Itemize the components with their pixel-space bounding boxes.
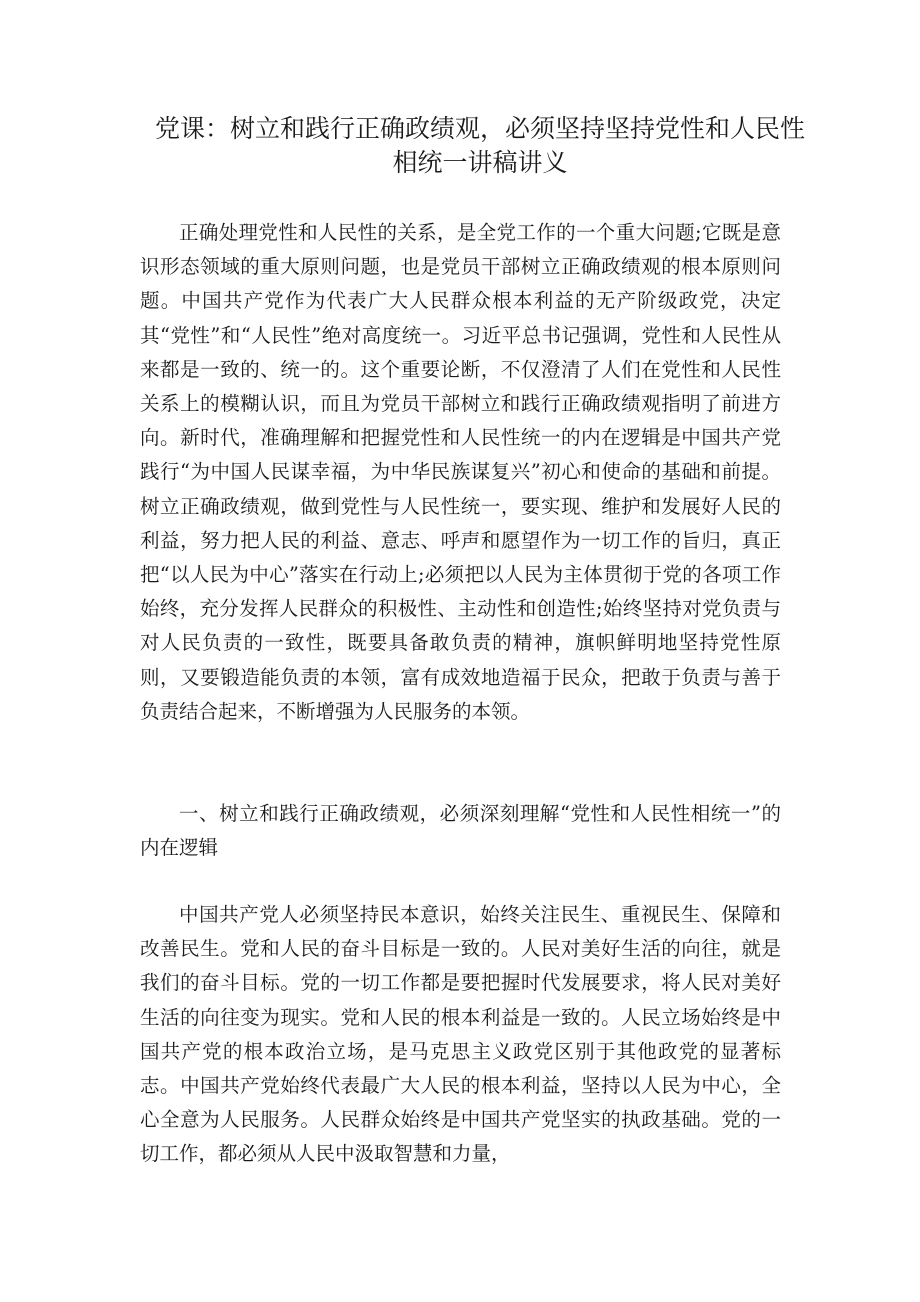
section-heading: 一、树立和践行正确政绩观，必须深刻理解“党性和人民性相统一”的内在逻辑 xyxy=(140,802,781,860)
document-title: 党课：树立和践行正确政绩观，必须坚持坚持党性和人民性相统一讲稿讲义 xyxy=(154,114,805,177)
body-paragraph: 中国共产党人必须坚持民本意识，始终关注民生、重视民生、保障和改善民生。党和人民的奋斗目标是一致的。人民对美好生活的向往，就是我们的奋斗目标。党的一切工作都是要把握时代发展要求，将人民对美好生活的向往变为现实。党和人民的根本利益是一致的。人民立场始终是中国共产党的根本政治立场，是马克思主义政党区别于其他政党的显著标志。中国共产党始终代表最广大人民的根本利益，坚持以人民为中心，全心全意为人民服务。人民群众始终是中国共产党坚实的执政基础。党的一切工作，都必须从人民中汲取智慧和力量， xyxy=(140,903,781,1166)
intro-paragraph: 正确处理党性和人民性的关系，是全党工作的一个重大问题;它既是意识形态领域的重大原则问题，也是党员干部树立正确政绩观的根本原则问题。中国共产党作为代表广大人民群众根本利益的无产阶级政党，决定其“党性”和“人民性”绝对高度统一。习近平总书记强调，党性和人民性从来都是一致的、统一的。这个重要论断，不仅澄清了人们在党性和人民性关系上的模糊认识，而且为党员干部树立和践行正确政绩观指明了前进方向。新时代，准确理解和把握党性和人民性统一的内在逻辑是中国共产党践行“为中国人民谋幸福，为中华民族谋复兴”初心和使命的基础和前提。树立正确政绩观，做到党性与人民性统一，要实现、维护和发展好人民的利益，努力把人民的利益、意志、呼声和愿望作为一切工作的旨归，真正把“以人民为中心”落实在行动上;必须把以人民为主体贯彻于党的各项工作始终，充分发挥人民群众的积极性、主动性和创造性;始终坚持对党负责与对人民负责的一致性，既要具备敢负责的精神，旗帜鲜明地坚持党性原则，又要锻造能负责的本领，富有成效地造福于民众，把敢于负责与善于负责结合起来，不断增强为人民服务的本领。 xyxy=(140,221,781,723)
